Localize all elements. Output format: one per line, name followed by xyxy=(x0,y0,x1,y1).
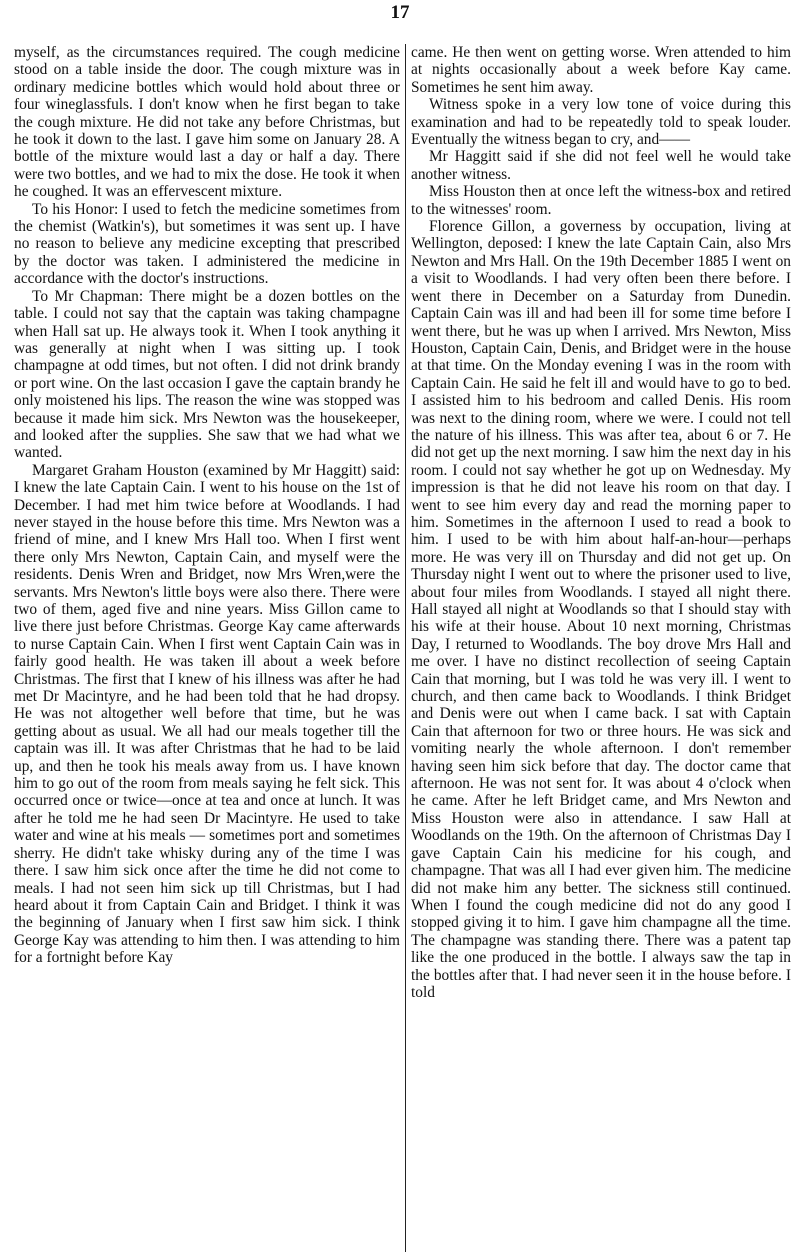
page-number: 17 xyxy=(390,2,410,23)
paragraph: Miss Houston then at once left the witness-box and retired to the witnesses' room. xyxy=(411,183,791,218)
paragraph: came. He then went on getting worse. Wren attended to him at nights occasionally about a week before Kay came. Sometimes he sent him away. xyxy=(411,44,791,96)
left-column xyxy=(14,44,400,967)
right-column xyxy=(411,44,791,1001)
column-divider xyxy=(405,44,406,1252)
paragraph: Witness spoke in a very low tone of voice during this examination and had to be repeatedly told to speak louder. Eventually the witness began to cry, and—— xyxy=(411,96,791,149)
paragraph: Mr Haggitt said if she did not feel well he would take another witness. xyxy=(411,148,791,183)
paragraph: Florence Gillon, a governess by occupation, living at Wellington, deposed: I knew the late Captain Cain, also Mrs Newton and Mrs Hall. On the 19th December 1885 I went on a visit to Woodlands. I had very often been there before. I went there in December on a Saturday from Dunedin. Captain Cain was ill and had been ill for some time before I went there, but he was up when I arrived. Mrs Newton, Miss Houston, Captain Cain, Denis, and Bridget were in the house at that time. On the Monday evening I was in the room with Captain Cain. He said he felt ill and would have to go to bed. I assisted him to his bedroom and called Denis. His room was next to the dining room, where we were. I could not tell the nature of his illness. This was after tea, about 6 or 7. He did not get up the next morning. I saw him the next day in his room. I could not say whether he got up on Wednesday. My impression is that he did not leave his room on that day. I went to see him every day and read the morning paper to him. Sometimes in the afternoon I used to read a book to him. I used to be with him about half-an-hour—perhaps more. He was very ill on Thursday and did not get up. On Thursday night I went out to where the prisoner used to live, about four miles from Woodlands. I stayed all night there. Hall stayed all night at Woodlands so that I should stay with his wife at their house. About 10 next morning, Christmas Day, I returned to Woodlands. The boy drove Mrs Hall and me over. I have no distinct recollection of seeing Captain Cain that morning, but I was told he was very ill. I went to church, and then came back to Woodlands. I think Bridget and Denis were out when I came back. I sat with Captain Cain that afternoon for two or three hours. He was sick and vomiting nearly the whole afternoon. I don't remember having seen him sick before that day. The doctor came that afternoon. He was not sent for. It was about 4 o'clock when he came. After he left Bridget came, and Mrs Newton and Miss Houston were also in attendance. I saw Hall at Woodlands on the 19th. On the afternoon of Christmas Day I gave Captain Cain his medicine for his cough, and champagne. That was all I had ever given him. The medicine did not make him any better. The sickness still continued. When I found the cough medicine did not do any good I stopped giving it to him. I gave him champagne all the time. The champagne was standing there. There was a patent tap like the one produced in the bottle. I always saw the tap in the bottles after that. I had never seen it in the house before. I told xyxy=(411,218,791,1001)
paragraph: myself, as the circumstances required. The cough medicine stood on a table inside the door. The cough mixture was in ordinary medicine bottles which would hold about three or four wineglassfuls. I don't know when he first began to take the cough mixture. He did not take any before Christmas, but he took it down to the last. I gave him some on January 28. A bottle of the mixture would last a day or half a day. There were two bottles, and we had to mix the dose. He took it when he coughed. It was an effervescent mixture. xyxy=(14,44,400,201)
paragraph: To Mr Chapman: There might be a dozen bottles on the table. I could not say that the captain was taking champagne when Hall sat up. He always took it. When I took anything it was generally at night when I was sitting up. I took champagne at odd times, but not often. I did not drink brandy or port wine. On the last occasion I gave the captain brandy he only moistened his lips. The reason the wine was stopped was because it made him sick. Mrs Newton was the housekeeper, and looked after the supplies. She saw that we had what we wanted. xyxy=(14,287,400,462)
paragraph: Margaret Graham Houston (examined by Mr Haggitt) said: I knew the late Captain Cain. I went to his house on the 1st of December. I had met him twice before at Woodlands. I had never stayed in the house before this time. Mrs Newton was a friend of mine, and I knew Mrs Hall too. When I first went there only Mrs Newton, Captain Cain, and myself were the residents. Denis Wren and Bridget, now Mrs Wren,were the servants. Mrs Newton's little boys were also there. There were two of them, aged five and nine years. Miss Gillon came to live there just before Christmas. George Kay came afterwards to nurse Captain Cain. When I first went Captain Cain was in fairly good health. He was taken ill about a week before Christmas. The first that I knew of his illness was after he had met Dr Macintyre, and he had been told that he had dropsy. He was not altogether well before that time, but he was getting about as usual. We all had our meals together till the captain was ill. It was after Christmas that he had to be laid up, and then he took his meals away from us. I have known him to go out of the room from meals saying he felt sick. This occurred once or twice—once at tea and once at lunch. It was after he told me he had seen Dr Macintyre. He used to take water and wine at his meals — sometimes port and sometimes sherry. He didn't take whisky during any of the time I was there. I saw him sick once after the time he did not come to meals. I had not seen him sick up till Christmas, but I had heard about it from Captain Cain and Bridget. I think it was the beginning of January when I first saw him sick. I think George Kay was attending to him then. I was attending to him for a fortnight before Kay xyxy=(14,461,400,967)
paragraph: To his Honor: I used to fetch the medicine sometimes from the chemist (Watkin's), but sometimes it was sent up. I have no reason to believe any medicine excepting that prescribed by the doctor was taken. I administered the medicine in accordance with the doctor's instructions. xyxy=(14,200,400,288)
